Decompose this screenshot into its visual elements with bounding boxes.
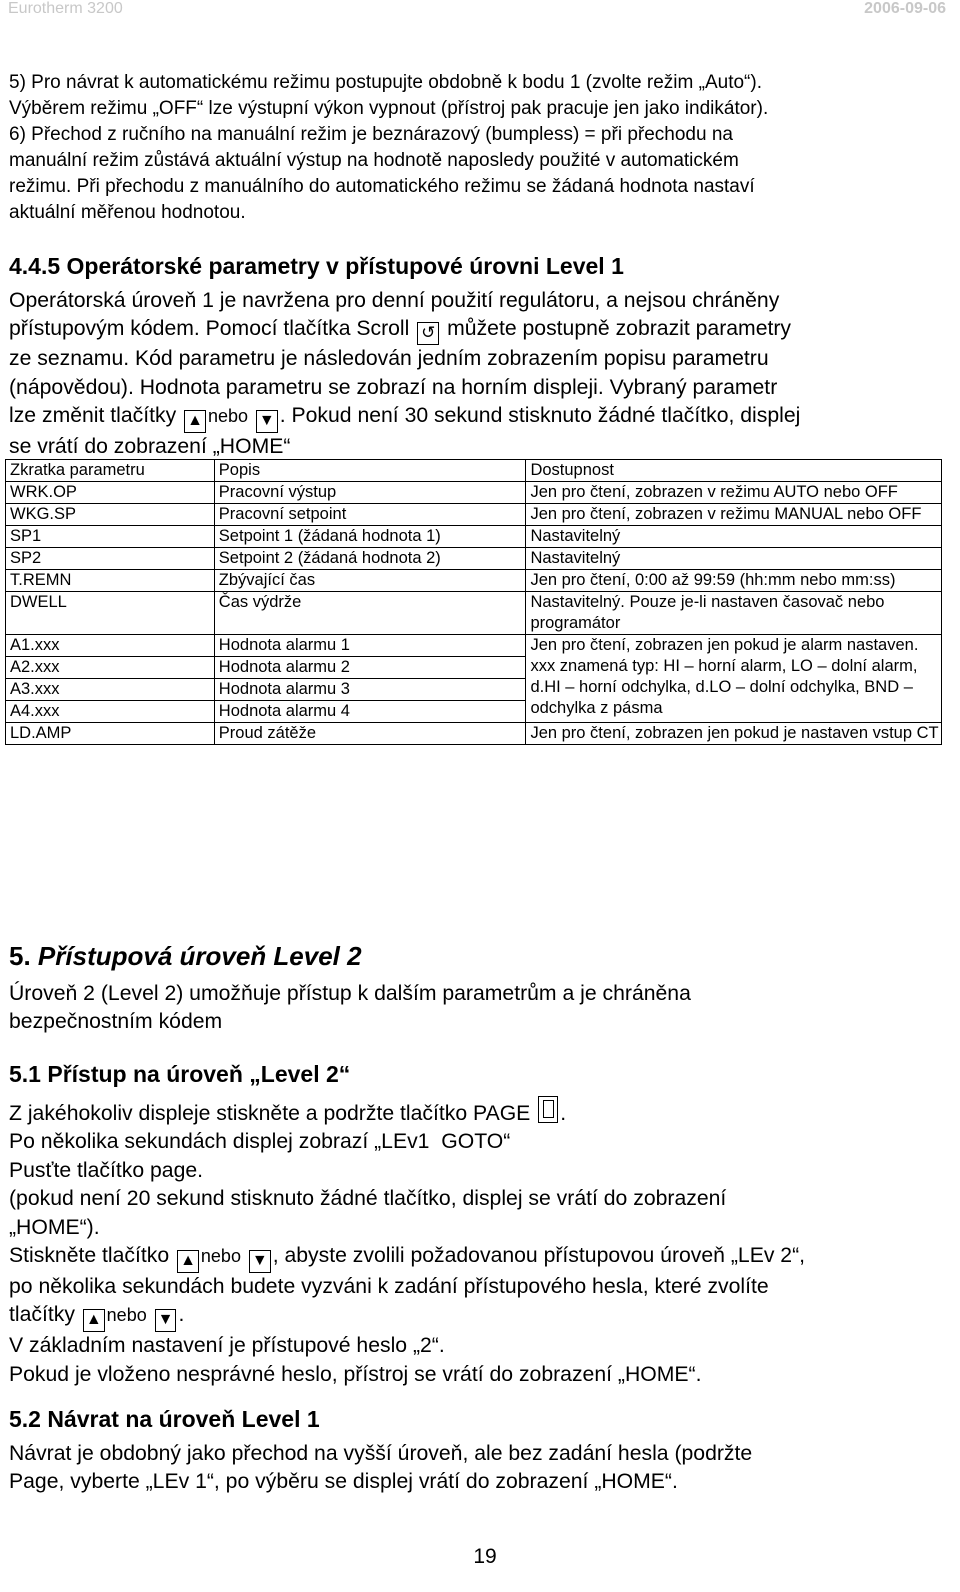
- body-line: V základním nastavení je přístupové heslo „2“.: [9, 1334, 445, 1358]
- section-number: 5.: [9, 941, 31, 971]
- body-line: [9, 315, 954, 345]
- body-line: Návrat je obdobný jako přechod na vyšší úroveň, ale bez zadání hesla (podržte: [9, 1442, 753, 1465]
- table-cell: T.REMN: [6, 570, 215, 592]
- table-row: [6, 723, 942, 745]
- body-text: .: [560, 1102, 567, 1125]
- intro-line: aktuální měřenou hodnotou.: [9, 202, 246, 223]
- table-cell: Nastavitelný. Pouze je-li nastaven časovač nebo programátor: [526, 592, 942, 635]
- section-5-heading: [9, 940, 954, 972]
- table-cell: WKG.SP: [6, 504, 215, 526]
- section-445-body: [9, 287, 954, 462]
- section-445: [9, 252, 954, 280]
- nebo-text: nebo: [200, 1246, 241, 1267]
- table-cell: SP1: [6, 526, 215, 548]
- table-cell: Hodnota alarmu 2: [214, 657, 526, 679]
- header-date: 2006-09-06: [864, 0, 946, 17]
- down-arrow-key-icon: ▼: [249, 1250, 271, 1273]
- table-header-row: [6, 460, 942, 482]
- intro-paragraph: [9, 70, 954, 226]
- body-text: lze změnit tlačítky: [9, 404, 177, 428]
- up-arrow-key-icon: ▲: [184, 410, 206, 433]
- intro-line: 5) Pro návrat k automatickému režimu postupujte obdobně k bodu 1 (zvolte režim „Auto“).: [9, 72, 762, 93]
- table-cell: Čas výdrže: [214, 592, 526, 635]
- up-arrow-key-icon: ▲: [83, 1309, 105, 1332]
- body-line: Page, vyberte „LEv 1“, po výběru se displej vrátí do zobrazení „HOME“.: [9, 1470, 678, 1494]
- table-row: [6, 526, 942, 548]
- body-text: přístupovým kódem. Pomocí tlačítka Scroll: [9, 317, 410, 341]
- body-line: [9, 402, 954, 433]
- body-line: Pusťte tlačítko page.: [9, 1158, 204, 1182]
- body-line: po několika sekundách budete vyzváni k zadání přístupového hesla, které zvolíte: [9, 1275, 769, 1299]
- up-arrow-key-icon: ▲: [177, 1250, 199, 1273]
- intro-line: 6) Přechod z ručního na manuální režim je beznárazový (bumpless) = při přechodu na: [9, 124, 733, 145]
- body-text: . Pokud není 30 sekund stisknuto žádné tlačítko, displej: [279, 404, 801, 428]
- down-arrow-key-icon: ▼: [256, 410, 278, 433]
- table-cell: LD.AMP: [6, 723, 215, 745]
- body-line: (pokud není 20 sekund stisknuto žádné tlačítko, displej se vrátí do zobrazení: [9, 1187, 727, 1211]
- table-row: [6, 482, 942, 504]
- body-line: [9, 1242, 954, 1273]
- table-cell: Proud zátěže: [214, 723, 526, 745]
- table-cell: A2.xxx: [6, 657, 215, 679]
- section-5: [9, 940, 954, 972]
- body-text: Stiskněte tlačítko: [9, 1244, 170, 1268]
- table-cell: Hodnota alarmu 4: [214, 701, 526, 723]
- table-header-cell: Popis: [214, 460, 526, 482]
- section-52-body: [9, 1440, 954, 1497]
- body-line: Pokud je vloženo nesprávné heslo, přístroj se vrátí do zobrazení „HOME“.: [9, 1362, 702, 1386]
- table-header-cell: Dostupnost: [526, 460, 942, 482]
- body-line: ze seznamu. Kód parametru je následován jedním zobrazením popisu parametru: [9, 347, 769, 371]
- table-cell: Pracovní výstup: [214, 482, 526, 504]
- table-row: [6, 570, 942, 592]
- down-arrow-key-icon: ▼: [155, 1309, 177, 1332]
- table-cell: Nastavitelný: [526, 526, 942, 548]
- table-cell: A3.xxx: [6, 679, 215, 701]
- body-text: Úroveň 2 (Level 2) umožňuje přístup k dalším parametrům a je chráněna bezpečnostním kódem: [9, 982, 691, 1034]
- intro-line: manuální režim zůstává aktuální výstup na hodnotě naposledy použité v automatickém: [9, 150, 739, 171]
- body-text: , abyste zvolili požadovanou přístupovou úroveň „LEv 2“,: [272, 1244, 806, 1268]
- table-cell-alarm-availability: Jen pro čtení, zobrazen jen pokud je alarm nastaven. xxx znamená typ: HI – horní alarm, LO – dolní alarm, d.HI – horní odchylka, d.LO – dolní odchylka, BND – odchylka z pásma: [526, 635, 942, 723]
- body-line: „HOME“).: [9, 1215, 100, 1239]
- header-doc-title: Eurotherm 3200: [8, 0, 123, 17]
- page-key-icon: [538, 1096, 558, 1123]
- scroll-key-icon: ↺: [417, 322, 439, 345]
- table-cell: A4.xxx: [6, 701, 215, 723]
- section-445-heading: 4.4.5 Operátorské parametry v přístupové úrovni Level 1: [9, 253, 624, 279]
- table-row: [6, 592, 942, 635]
- section-5-body: [9, 980, 829, 1037]
- body-line: Operátorská úroveň 1 je navržena pro denní použití regulátoru, a nejsou chráněny: [9, 289, 780, 312]
- table-cell: Jen pro čtení, zobrazen jen pokud je nastaven vstup CT: [526, 723, 942, 745]
- section-51: [9, 1060, 954, 1088]
- body-line: Po několika sekundách displej zobrazí „LEv1 GOTO“: [9, 1130, 511, 1154]
- body-line: [9, 1096, 954, 1128]
- table-cell: WRK.OP: [6, 482, 215, 504]
- table-cell: Setpoint 2 (žádaná hodnota 2): [214, 548, 526, 570]
- parameter-table: [5, 459, 942, 745]
- table-cell: Jen pro čtení, zobrazen v režimu AUTO nebo OFF: [526, 482, 942, 504]
- body-text: tlačítky: [9, 1303, 75, 1327]
- table-row: [6, 548, 942, 570]
- table-cell: Jen pro čtení, 0:00 až 99:59 (hh:mm nebo mm:ss): [526, 570, 942, 592]
- body-text: Z jakéhokoliv displeje stiskněte a podržte tlačítko PAGE: [9, 1102, 531, 1125]
- table-cell: Nastavitelný: [526, 548, 942, 570]
- table-cell: SP2: [6, 548, 215, 570]
- table-row: [6, 504, 942, 526]
- section-52-heading: 5.2 Návrat na úroveň Level 1: [9, 1406, 320, 1432]
- table-cell: Pracovní setpoint: [214, 504, 526, 526]
- table-cell: Setpoint 1 (žádaná hodnota 1): [214, 526, 526, 548]
- body-text: .: [178, 1303, 185, 1327]
- table-cell: DWELL: [6, 592, 215, 635]
- section-51-body: [9, 1096, 954, 1389]
- page-number: 19: [473, 1545, 497, 1568]
- body-text: můžete postupně zobrazit parametry: [447, 317, 792, 341]
- nebo-text: nebo: [207, 406, 248, 427]
- intro-line: Výběrem režimu „OFF“ lze výstupní výkon vypnout (přístroj pak pracuje jen jako indikátor).: [9, 98, 769, 119]
- table-cell: Zbývající čas: [214, 570, 526, 592]
- section-51-heading: 5.1 Přístup na úroveň „Level 2“: [9, 1061, 351, 1087]
- table-cell: Hodnota alarmu 1: [214, 635, 526, 657]
- table-header-cell: Zkratka parametru: [6, 460, 215, 482]
- table-cell: Jen pro čtení, zobrazen v režimu MANUAL nebo OFF: [526, 504, 942, 526]
- table-cell: Hodnota alarmu 3: [214, 679, 526, 701]
- section-title: Přístupová úroveň Level 2: [37, 941, 362, 971]
- body-line: [9, 1301, 954, 1332]
- intro-line: režimu. Při přechodu z manuálního do automatického režimu se žádaná hodnota nastaví: [9, 176, 755, 197]
- body-line: se vrátí do zobrazení „HOME“: [9, 435, 291, 459]
- body-line: (nápovědou). Hodnota parametru se zobrazí na horním displeji. Vybraný parametr: [9, 375, 778, 399]
- table-row: [6, 635, 942, 657]
- nebo-text: nebo: [106, 1305, 147, 1326]
- section-52: [9, 1405, 954, 1433]
- table-cell: A1.xxx: [6, 635, 215, 657]
